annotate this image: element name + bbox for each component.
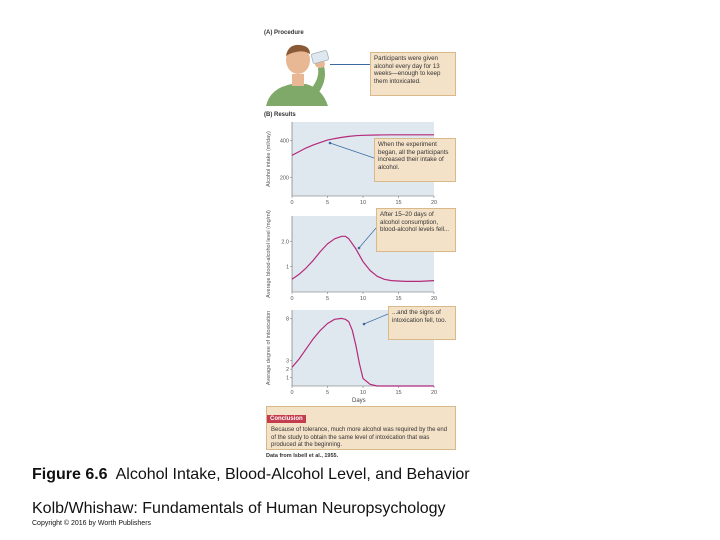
pointer-intake-dot [329, 142, 332, 145]
x-tick-label: 15 [395, 296, 402, 302]
y-tick-label: 8 [285, 316, 289, 323]
x-tick-label: 10 [359, 200, 367, 206]
book-title: Kolb/Whishaw: Fundamentals of Human Neuropsychology [32, 500, 446, 517]
callout-intoxication: ...and the signs of intoxication fell, too. [388, 306, 456, 340]
x-tick-label: 20 [430, 200, 438, 206]
person-drinking-illustration [262, 40, 372, 106]
x-tick-label: 5 [325, 296, 330, 302]
y-axis-label: Alcohol intake (ml/day) [266, 131, 272, 187]
x-tick-label: 5 [325, 200, 330, 206]
x-tick-label: 10 [359, 390, 367, 396]
section-b-label: (B) Results [264, 112, 296, 118]
conclusion-box [266, 406, 456, 450]
y-axis-label: Average blood-alcohol level (mg/ml) [266, 210, 272, 298]
figure-number: Figure 6.6 [32, 466, 108, 483]
x-tick-label: 5 [325, 390, 330, 396]
x-tick-label: 0 [290, 200, 294, 206]
pointer-blood-dot [358, 247, 361, 250]
y-axis-label: Average degree of intoxication [266, 310, 272, 386]
y-tick-label: 200 [279, 175, 289, 182]
pointer-intox-dot [363, 323, 366, 326]
pointer-blood [359, 228, 376, 248]
y-tick-label: 2.0 [281, 239, 289, 246]
x-tick-label: 15 [395, 390, 402, 396]
figure-title: Alcohol Intake, Blood-Alcohol Level, and Behavior [115, 466, 470, 483]
x-tick-label: 20 [430, 296, 438, 302]
x-axis-label: Days [352, 398, 366, 404]
copyright: Copyright © 2016 by Worth Publishers [32, 520, 152, 527]
callout-blood-alcohol: After 15–20 days of alcohol consumption, blood-alcohol levels fell... [376, 208, 456, 252]
procedure-pointer [330, 64, 372, 65]
pointer-intake [330, 143, 374, 158]
callout-pointers [262, 118, 462, 358]
x-tick-label: 0 [290, 390, 294, 396]
x-tick-label: 15 [395, 200, 402, 206]
y-tick-label: 1 [285, 375, 289, 382]
x-tick-label: 0 [290, 296, 294, 302]
procedure-callout: Participants were given alcohol every day for 13 weeks—enough to keep them intoxicated. [370, 52, 456, 96]
section-a-label: (A) Procedure [264, 30, 304, 36]
x-tick-label: 10 [359, 296, 367, 302]
callout-intake: When the experiment began, all the participants increased their intake of alcohol. [374, 138, 456, 182]
y-tick-label: 400 [279, 138, 289, 145]
figure-caption [32, 466, 470, 484]
conclusion-label: Conclusion [267, 415, 306, 423]
x-tick-label: 20 [430, 390, 438, 396]
y-tick-label: 3 [285, 358, 289, 365]
data-source: Data from Isbell et al., 1955. [266, 453, 339, 459]
y-tick-label: 2 [285, 367, 289, 374]
y-tick-label: 1 [285, 264, 289, 271]
conclusion-text: Because of tolerance, much more alcohol was required by the end of the study to obtain the same level of intoxication that was produced at the beginning. [271, 427, 448, 449]
pointer-intox [364, 314, 388, 324]
